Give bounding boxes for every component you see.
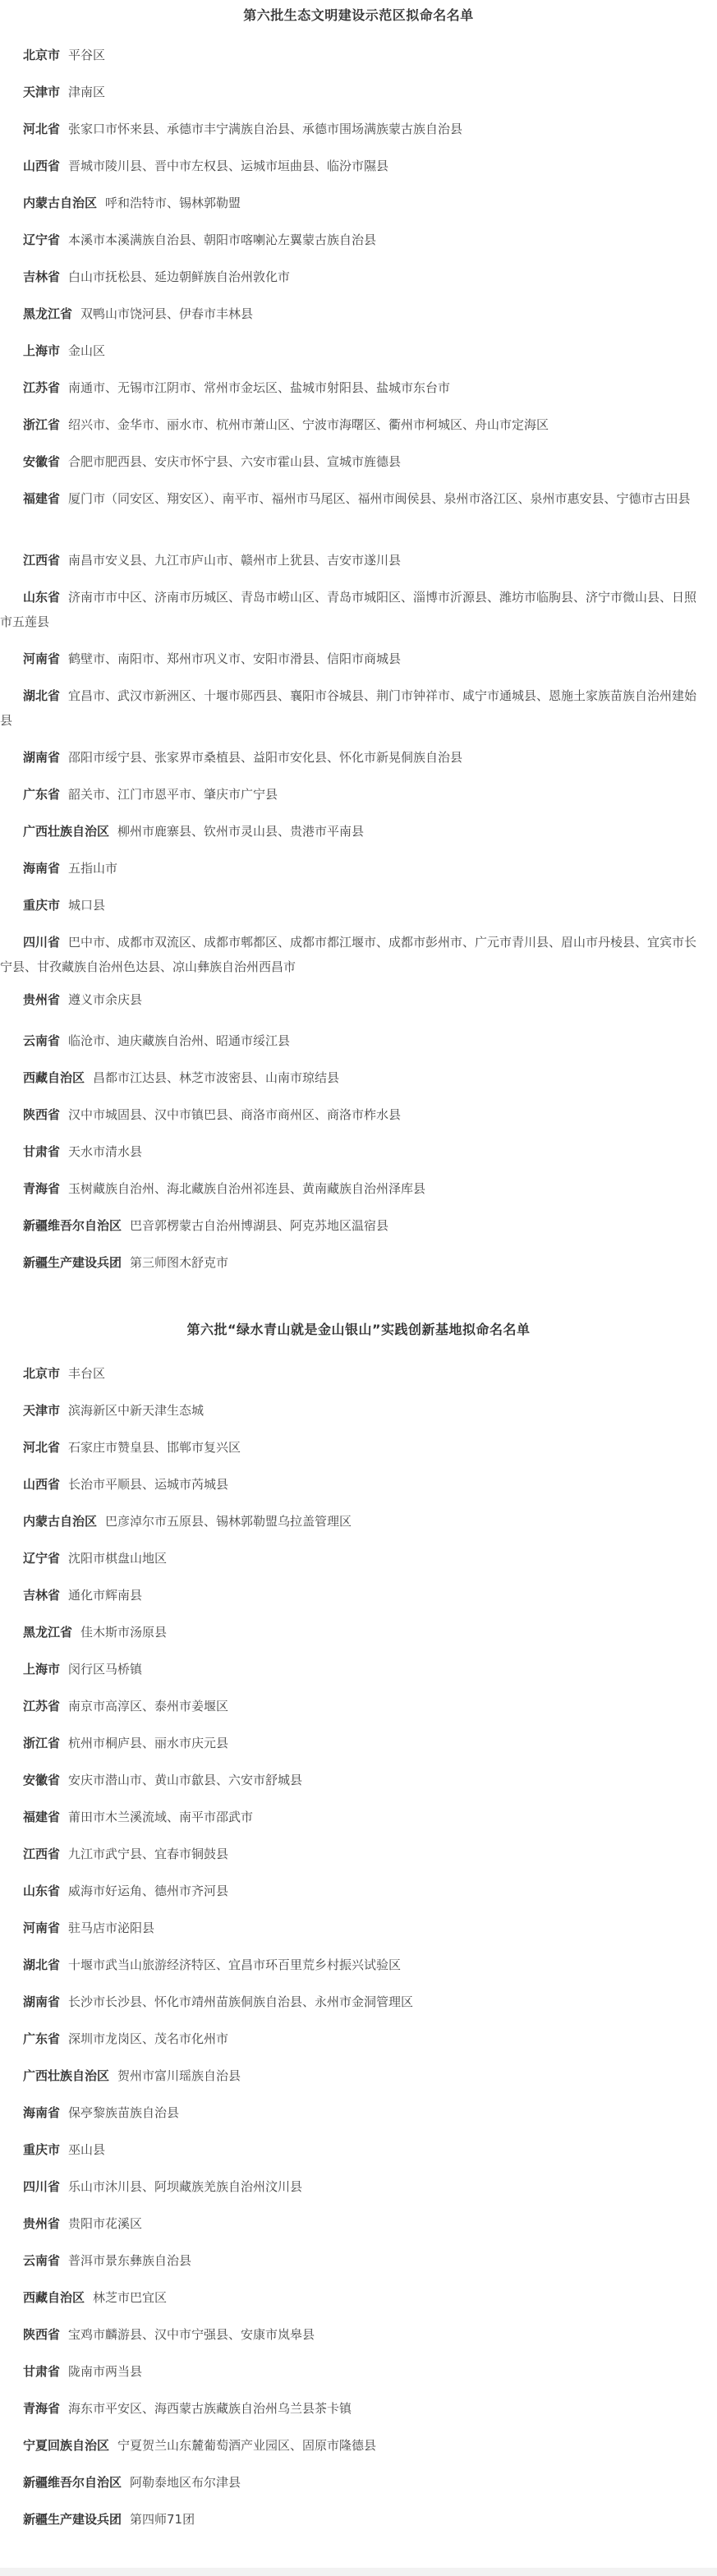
area-list: 石家庄市赞皇县、邯郸市复兴区	[68, 1440, 241, 1455]
province-name: 湖北省	[23, 1957, 61, 1972]
area-list: 威海市好运角、德州市齐河县	[68, 1884, 229, 1898]
province-name: 新疆生产建设兵团	[23, 1255, 122, 1270]
area-list: 临沧市、迪庆藏族自治州、昭通市绥江县	[68, 1033, 291, 1048]
area-list: 沈阳市棋盘山地区	[68, 1551, 168, 1566]
area-list: 贺州市富川瑶族自治县	[117, 2068, 241, 2083]
province-name: 陕西省	[23, 1107, 61, 1122]
list-item	[0, 585, 708, 634]
area-list: 金山区	[68, 343, 106, 358]
list-item	[0, 2396, 708, 2421]
area-list: 丰台区	[68, 1366, 106, 1381]
list-item	[0, 1805, 708, 1829]
area-list: 阿勒泰地区布尔津县	[130, 2475, 241, 2490]
list-item	[0, 987, 708, 1012]
list-item	[0, 2322, 708, 2347]
list-item	[0, 2211, 708, 2236]
list-item	[0, 1361, 708, 1386]
province-name: 山西省	[23, 159, 61, 173]
list-item	[0, 117, 708, 141]
area-list: 长治市平顺县、运城市芮城县	[68, 1477, 229, 1492]
area-list: 宜昌市、武汉市新洲区、十堰市郧西县、襄阳市谷城县、荆门市钟祥市、咸宁市通城县、恩施土家族苗族自治州建始县	[0, 688, 697, 728]
area-list: 九江市武宁县、宜春市铜鼓县	[68, 1847, 229, 1861]
province-name: 安徽省	[23, 454, 61, 469]
province-name: 北京市	[23, 48, 61, 62]
section2-title: 第六批“绿水青山就是金山银山”实践创新基地拟命名名单	[186, 1322, 531, 1337]
list-item	[0, 2137, 708, 2162]
list-item	[0, 2026, 708, 2051]
list-item	[0, 2063, 708, 2088]
list-item	[0, 2248, 708, 2273]
area-list: 南通市、无锡市江阴市、常州市金坛区、盐城市射阳县、盐城市东台市	[68, 380, 451, 395]
province-name: 西藏自治区	[23, 1070, 85, 1085]
list-item	[0, 2174, 708, 2199]
province-name: 河北省	[23, 122, 61, 136]
area-list: 绍兴市、金华市、丽水市、杭州市萧山区、宁波市海曙区、衢州市柯城区、舟山市定海区	[68, 417, 549, 432]
list-item	[0, 301, 708, 326]
list-item	[0, 2285, 708, 2310]
province-name: 海南省	[23, 2105, 61, 2120]
province-name: 宁夏回族自治区	[23, 2438, 110, 2453]
province-name: 山东省	[23, 1884, 61, 1898]
list-item	[0, 2359, 708, 2384]
area-list: 津南区	[68, 85, 106, 99]
area-list: 柳州市鹿寨县、钦州市灵山县、贵港市平南县	[117, 824, 365, 839]
area-list: 巫山县	[68, 2142, 106, 2157]
list-item	[0, 1176, 708, 1201]
province-name: 甘肃省	[23, 2364, 61, 2379]
list-item	[0, 1842, 708, 1866]
province-name: 吉林省	[23, 269, 61, 284]
list-item	[0, 548, 708, 573]
province-name: 新疆生产建设兵团	[23, 2512, 122, 2527]
list-item	[0, 1250, 708, 1275]
list-item	[0, 1139, 708, 1164]
province-name: 海南省	[23, 861, 61, 876]
list-item	[0, 2433, 708, 2458]
list-item	[0, 449, 708, 474]
area-list: 深圳市龙岗区、茂名市化州市	[68, 2031, 229, 2046]
area-list: 晋城市陵川县、晋中市左权县、运城市垣曲县、临汾市隰县	[68, 159, 389, 173]
list-item	[0, 228, 708, 252]
province-name: 安徽省	[23, 1773, 61, 1787]
area-list: 海东市平安区、海西蒙古族藏族自治州乌兰县茶卡镇	[68, 2401, 352, 2416]
list-item	[0, 819, 708, 844]
area-list: 张家口市怀来县、承德市丰宁满族自治县、承德市围场满族蒙古族自治县	[68, 122, 463, 136]
list-item	[0, 1546, 708, 1571]
area-list: 长沙市长沙县、怀化市靖州苗族侗族自治县、永州市金洞管理区	[68, 1994, 414, 2009]
list-item	[0, 683, 708, 733]
area-list: 巴彦淖尔市五原县、锡林郭勒盟乌拉盖管理区	[105, 1514, 352, 1529]
area-list: 南京市高淳区、泰州市姜堰区	[68, 1699, 229, 1714]
list-item	[0, 375, 708, 400]
area-list: 白山市抚松县、延边朝鲜族自治州敦化市	[68, 269, 291, 284]
province-name: 湖南省	[23, 750, 61, 765]
list-item	[0, 1879, 708, 1903]
list-item	[0, 43, 708, 67]
list-item	[0, 1509, 708, 1534]
province-name: 山东省	[23, 590, 61, 605]
province-name: 浙江省	[23, 1736, 61, 1750]
province-name: 广西壮族自治区	[23, 2068, 110, 2083]
list-item	[0, 1102, 708, 1127]
area-list: 五指山市	[68, 861, 118, 876]
province-name: 辽宁省	[23, 232, 61, 247]
province-name: 山西省	[23, 1477, 61, 1492]
list-item	[0, 191, 708, 215]
province-name: 重庆市	[23, 898, 61, 913]
area-list: 驻马店市泌阳县	[68, 1920, 155, 1935]
area-list: 陇南市两当县	[68, 2364, 143, 2379]
province-name: 四川省	[23, 2179, 61, 2194]
list-item	[0, 1213, 708, 1238]
list-item	[0, 782, 708, 807]
province-name: 河南省	[23, 1920, 61, 1935]
list-item	[0, 1065, 708, 1090]
province-name: 黑龙江省	[23, 1625, 73, 1640]
area-list: 天水市清水县	[68, 1144, 143, 1159]
list-item	[0, 486, 708, 511]
area-list: 闵行区马桥镇	[68, 1662, 143, 1677]
province-name: 重庆市	[23, 2142, 61, 2157]
list-item	[0, 930, 708, 979]
area-list: 通化市辉南县	[68, 1588, 143, 1603]
list-item	[0, 2507, 708, 2532]
province-name: 吉林省	[23, 1588, 61, 1603]
province-name: 河北省	[23, 1440, 61, 1455]
list-item	[0, 1028, 708, 1053]
province-name: 内蒙古自治区	[23, 196, 98, 210]
province-name: 辽宁省	[23, 1551, 61, 1566]
province-name: 云南省	[23, 2253, 61, 2268]
area-list: 普洱市景东彝族自治县	[68, 2253, 192, 2268]
province-name: 广东省	[23, 787, 61, 802]
area-list: 昌都市江达县、林芝市波密县、山南市琼结县	[93, 1070, 340, 1085]
province-name: 江西省	[23, 553, 61, 568]
area-list: 保亭黎族苗族自治县	[68, 2105, 180, 2120]
area-list: 宝鸡市麟游县、汉中市宁强县、安康市岚皋县	[68, 2327, 315, 2342]
area-list: 城口县	[68, 898, 106, 913]
province-name: 上海市	[23, 343, 61, 358]
area-list: 遵义市余庆县	[68, 992, 143, 1007]
province-name: 西藏自治区	[23, 2290, 85, 2305]
list-item	[0, 412, 708, 437]
list-item	[0, 264, 708, 289]
list-item	[0, 1916, 708, 1940]
province-name: 浙江省	[23, 417, 61, 432]
area-list: 林芝市巴宜区	[93, 2290, 168, 2305]
area-list: 邵阳市绥宁县、张家界市桑植县、益阳市安化县、怀化市新晃侗族自治县	[68, 750, 463, 765]
province-name: 上海市	[23, 1662, 61, 1677]
area-list: 南昌市安义县、九江市庐山市、赣州市上犹县、吉安市遂川县	[68, 553, 402, 568]
province-name: 江苏省	[23, 1699, 61, 1714]
list-item	[0, 154, 708, 178]
province-name: 青海省	[23, 2401, 61, 2416]
province-name: 青海省	[23, 1181, 61, 1196]
area-list: 韶关市、江门市恩平市、肇庆市广宁县	[68, 787, 278, 802]
list-item	[0, 1694, 708, 1718]
bottom-divider	[0, 2568, 717, 2576]
area-list: 宁夏贺兰山东麓葡萄酒产业园区、固原市隆德县	[117, 2438, 377, 2453]
province-name: 甘肃省	[23, 1144, 61, 1159]
province-name: 贵州省	[23, 992, 61, 1007]
province-name: 新疆维吾尔自治区	[23, 2475, 122, 2490]
area-list: 巴中市、成都市双流区、成都市郫都区、成都市都江堰市、成都市彭州市、广元市青川县、眉山市丹棱县、宜宾市长宁县、甘孜藏族自治州色达县、凉山彝族自治州西昌市	[0, 935, 697, 974]
area-list: 杭州市桐庐县、丽水市庆元县	[68, 1736, 229, 1750]
area-list: 厦门市（同安区、翔安区）、南平市、福州市马尾区、福州市闽侯县、泉州市洛江区、泉州市惠安县、宁德市古田县	[68, 491, 691, 506]
province-name: 湖南省	[23, 1994, 61, 2009]
area-list: 平谷区	[68, 48, 106, 62]
province-name: 江西省	[23, 1847, 61, 1861]
list-item	[0, 1620, 708, 1644]
list-item	[0, 80, 708, 104]
list-item	[0, 1435, 708, 1460]
list-item	[0, 338, 708, 363]
province-name: 湖北省	[23, 688, 61, 703]
list-item	[0, 1731, 708, 1755]
list-item	[0, 745, 708, 770]
province-name: 内蒙古自治区	[23, 1514, 98, 1529]
list-item	[0, 1472, 708, 1497]
list-item	[0, 893, 708, 918]
list-item	[0, 1583, 708, 1608]
area-list: 第四师71团	[130, 2512, 195, 2527]
area-list: 贵阳市花溪区	[68, 2216, 143, 2231]
area-list: 呼和浩特市、锡林郭勒盟	[105, 196, 241, 210]
list-item	[0, 1398, 708, 1423]
province-name: 黑龙江省	[23, 306, 73, 321]
area-list: 双鸭山市饶河县、伊春市丰林县	[80, 306, 254, 321]
province-name: 天津市	[23, 1403, 61, 1418]
area-list: 滨海新区中新天津生态城	[68, 1403, 205, 1418]
area-list: 第三师图木舒克市	[130, 1255, 229, 1270]
area-list: 巴音郭楞蒙古自治州博湖县、阿克苏地区温宿县	[130, 1218, 389, 1233]
area-list: 汉中市城固县、汉中市镇巴县、商洛市商州区、商洛市柞水县	[68, 1107, 402, 1122]
area-list: 本溪市本溪满族自治县、朝阳市喀喇沁左翼蒙古族自治县	[68, 232, 377, 247]
area-list: 济南市市中区、济南市历城区、青岛市崂山区、青岛市城阳区、淄博市沂源县、潍坊市临朐县、济宁市微山县、日照市五莲县	[0, 590, 697, 629]
area-list: 鹤壁市、南阳市、郑州市巩义市、安阳市滑县、信阳市商城县	[68, 651, 402, 666]
area-list: 合肥市肥西县、安庆市怀宁县、六安市霍山县、宣城市旌德县	[68, 454, 402, 469]
province-name: 广东省	[23, 2031, 61, 2046]
province-name: 新疆维吾尔自治区	[23, 1218, 122, 1233]
province-name: 贵州省	[23, 2216, 61, 2231]
province-name: 四川省	[23, 935, 61, 950]
province-name: 福建省	[23, 1810, 61, 1824]
province-name: 天津市	[23, 85, 61, 99]
province-name: 福建省	[23, 491, 61, 506]
list-item	[0, 1953, 708, 1977]
list-item	[0, 2100, 708, 2125]
area-list: 安庆市潜山市、黄山市歙县、六安市舒城县	[68, 1773, 303, 1787]
area-list: 玉树藏族自治州、海北藏族自治州祁连县、黄南藏族自治州泽库县	[68, 1181, 426, 1196]
area-list: 十堰市武当山旅游经济特区、宜昌市环百里荒乡村振兴试验区	[68, 1957, 402, 1972]
province-name: 云南省	[23, 1033, 61, 1048]
list-item	[0, 1768, 708, 1792]
list-item	[0, 1657, 708, 1681]
province-name: 陕西省	[23, 2327, 61, 2342]
list-item	[0, 1990, 708, 2014]
province-name: 广西壮族自治区	[23, 824, 110, 839]
area-list: 莆田市木兰溪流域、南平市邵武市	[68, 1810, 254, 1824]
area-list: 佳木斯市汤原县	[80, 1625, 168, 1640]
section1-title: 第六批生态文明建设示范区拟命名名单	[243, 7, 474, 23]
list-item	[0, 646, 708, 671]
province-name: 北京市	[23, 1366, 61, 1381]
area-list: 乐山市沐川县、阿坝藏族羌族自治州汶川县	[68, 2179, 303, 2194]
province-name: 河南省	[23, 651, 61, 666]
list-item	[0, 2470, 708, 2495]
province-name: 江苏省	[23, 380, 61, 395]
list-item	[0, 856, 708, 881]
